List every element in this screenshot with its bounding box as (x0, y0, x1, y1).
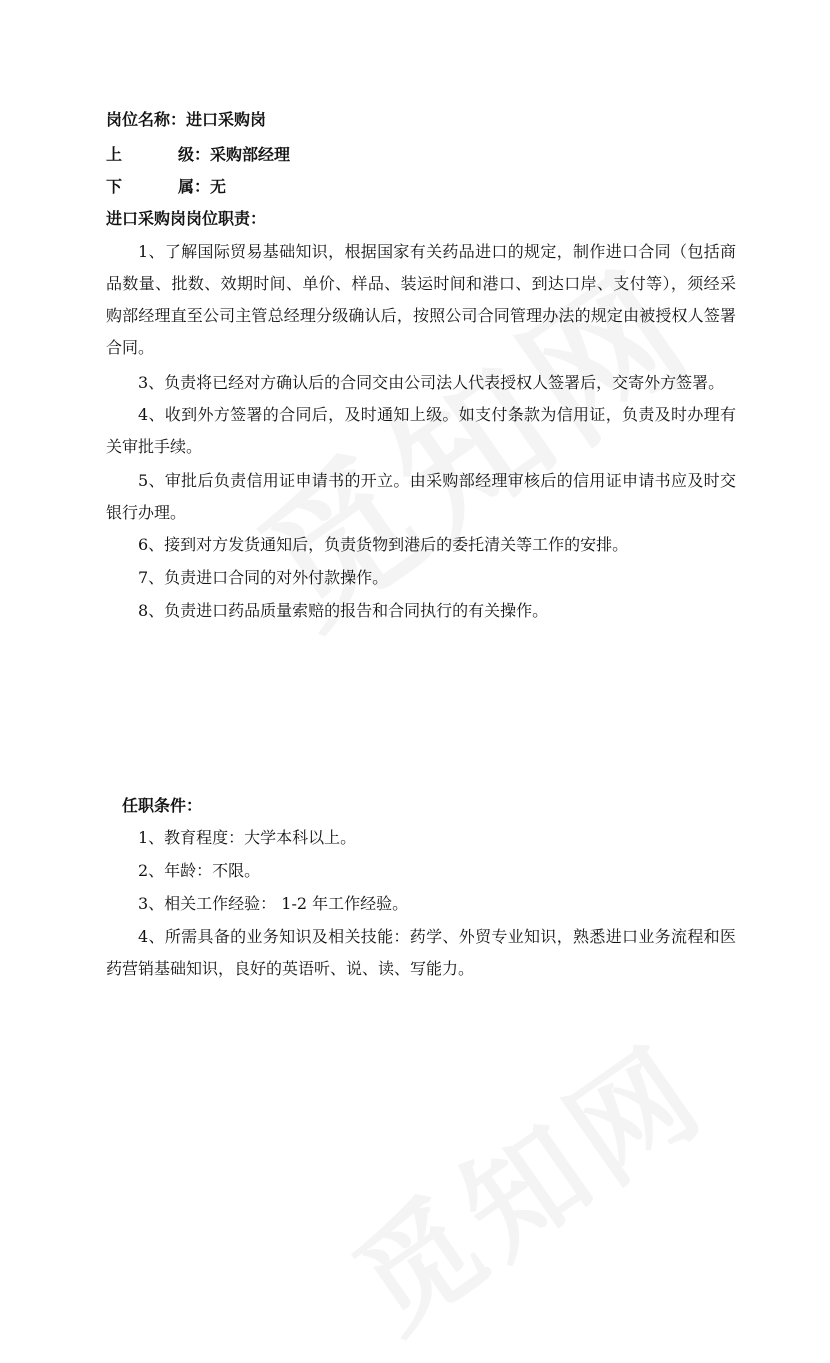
duty-item-3: 3、负责将已经对方确认后的合同交由公司法人代表授权人签署后，交寄外方签署。 (138, 373, 725, 392)
duty-item-7: 7、负责进口合同的对外付款操作。 (138, 568, 389, 587)
superior-value: 采购部经理 (210, 145, 291, 164)
duty-item-8: 8、负责进口药品质量索赔的报告和合同执行的有关操作。 (138, 601, 549, 620)
subordinate-row (106, 177, 226, 197)
subordinate-label-b: 属： (178, 177, 211, 196)
duty-item-5: 5、审批后负责信用证申请书的开立。由采购部经理审核后的信用证申请书应及时交银行办理。 (106, 471, 736, 522)
watermark-bottom (316, 999, 734, 1363)
subordinate-value: 无 (210, 177, 227, 196)
requirement-item-1: 1、教育程度：大学本科以上。 (138, 828, 357, 847)
requirement-item-2: 2、年龄：不限。 (138, 861, 261, 880)
duty-item-4: 4、收到外方签署的合同后，及时通知上级。如支付条款为信用证，负责及时办理有关审批手续。 (106, 405, 736, 456)
position-value: 进口采购岗 (186, 110, 267, 129)
position-name-row (106, 110, 266, 130)
superior-row (106, 145, 290, 165)
requirement-item-4: 4、所需具备的业务知识及相关技能：药学、外贸专业知识，熟悉进口业务流程和医药营销基础知识，良好的英语听、说、读、写能力。 (106, 927, 736, 978)
subordinate-label-a: 下 (106, 177, 123, 196)
duty-item-1: 1、了解国际贸易基础知识，根据国家有关药品进口的规定，制作进口合同（包括商品数量、批数、效期时间、单价、样品、装运时间和港口、到达口岸、支付等），须经采购部经理直至公司主管总经理分级确认后，按照公司合同管理办法的规定由被授权人签署合同。 (106, 242, 736, 357)
requirements-title: 任职条件： (122, 796, 203, 815)
superior-label-a: 上 (106, 145, 123, 164)
superior-label-b: 级： (178, 145, 211, 164)
duties-title: 进口采购岗岗位职责： (106, 209, 267, 228)
requirement-item-3: 3、相关工作经验： 1-2 年工作经验。 (138, 894, 409, 913)
position-label: 岗位名称： (106, 110, 187, 129)
duty-item-6: 6、接到对方发货通知后，负责货物到港后的委托清关等工作的安排。 (138, 535, 629, 554)
